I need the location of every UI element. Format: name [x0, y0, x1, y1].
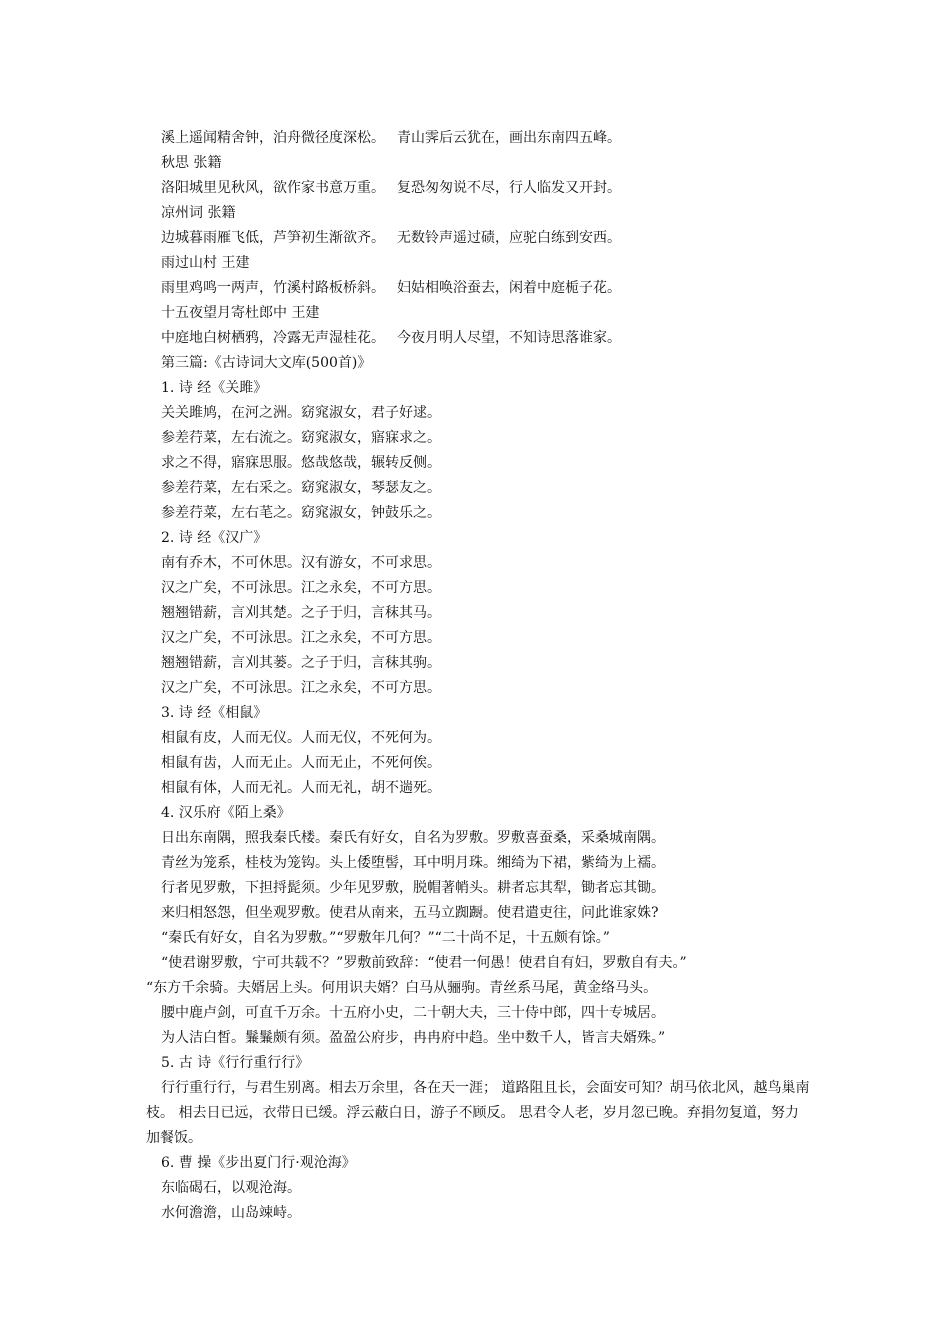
text-line: [0, 551, 950, 576]
text-line: [0, 826, 950, 851]
line-text: 为人洁白皙。鬑鬑颇有须。盈盈公府步，冉冉府中趋。坐中数千人，皆言夫婿殊。”: [161, 1030, 666, 1046]
line-text: 翘翘错薪，言刈其楚。之子于归，言秣其马。: [161, 605, 441, 621]
line-text: 汉之广矣，不可泳思。江之永矣，不可方思。: [161, 630, 441, 646]
text-line: [0, 951, 950, 976]
line-text: 相鼠有体，人而无礼。人而无礼，胡不遄死。: [161, 780, 441, 796]
line-text: 南有乔木，不可休思。汉有游女，不可求思。: [161, 555, 441, 571]
line-text: 3. 诗 经《相鼠》: [161, 705, 268, 721]
text-line: [0, 851, 950, 876]
text-line: [0, 301, 950, 326]
line-text: 水何澹澹，山岛竦峙。: [161, 1205, 301, 1221]
text-line: [0, 876, 950, 901]
line-text: 相鼠有齿，人而无止。人而无止，不死何俟。: [161, 755, 441, 771]
text-line: [0, 326, 950, 351]
text-line: [0, 776, 950, 801]
line-text: 来归相怒怨，但坐观罗敷。使君从南来，五马立踟蹰。使君遣吏往，问此谁家姝?: [161, 905, 659, 921]
text-line: [0, 276, 950, 301]
line-text: 汉之广矣，不可泳思。江之永矣，不可方思。: [161, 680, 441, 696]
line-text: 翘翘错薪，言刈其蒌。之子于归，言秣其驹。: [161, 655, 441, 671]
line-text: “秦氏有好女，自名为罗敷。”“罗敷年几何？”“二十尚不足，十五颇有馀。”: [161, 930, 610, 946]
line-text: 十五夜望月寄杜郎中 王建: [161, 305, 320, 321]
line-text-second-half: 妇姑相唤浴蚕去，闲着中庭栀子花。: [397, 280, 621, 296]
line-text-second-half: 今夜月明人尽望，不知诗思落谁家。: [397, 330, 621, 346]
line-text: 第三篇:《古诗词大文库(500首)》: [161, 355, 372, 371]
text-line: [0, 151, 950, 176]
text-lines: [0, 126, 950, 1076]
line-text: 雨里鸡鸣一两声，竹溪村路板桥斜。: [161, 280, 385, 296]
text-line: [0, 201, 950, 226]
line-text: 东临碣石，以观沧海。: [161, 1180, 301, 1196]
text-line: [0, 1176, 950, 1201]
line-text: “东方千余骑。夫婿居上头。何用识夫婿？白马从骊驹。青丝系马尾，黄金络马头。: [146, 980, 658, 996]
line-text: 边城暮雨雁飞低，芦笋初生渐欲齐。: [161, 230, 385, 246]
line-text: 参差荇菜，左右芼之。窈窕淑女，钟鼓乐之。: [161, 505, 441, 521]
line-text: 6. 曹 操《步出夏门行·观沧海》: [161, 1155, 356, 1171]
text-line: [0, 401, 950, 426]
text-line: [0, 376, 950, 401]
text-line: [0, 701, 950, 726]
text-line: [0, 601, 950, 626]
text-line: [0, 226, 950, 251]
text-line: [0, 976, 950, 1001]
text-line: [0, 501, 950, 526]
text-line: [0, 576, 950, 601]
line-text: 中庭地白树栖鸦，冷露无声湿桂花。: [161, 330, 385, 346]
text-line: [0, 451, 950, 476]
text-line: [0, 901, 950, 926]
line-text: 溪上遥闻精舍钟，泊舟微径度深松。: [161, 130, 385, 146]
line-text: “使君谢罗敷，宁可共载不？”罗敷前致辞：“使君一何愚！使君自有妇，罗敷自有夫。”: [161, 955, 687, 971]
line-text: 腰中鹿卢剑，可直千万余。十五府小史，二十朝大夫，三十侍中郎，四十专城居。: [161, 1005, 665, 1021]
line-text: 青丝为笼系，桂枝为笼钩。头上倭堕髻，耳中明月珠。缃绮为下裙，紫绮为上襦。: [161, 855, 665, 871]
line-text-second-half: 复恐匆匆说不尽，行人临发又开封。: [397, 180, 621, 196]
line-text: 参差荇菜，左右流之。窈窕淑女，寤寐求之。: [161, 430, 441, 446]
line-text: 行者见罗敷，下担捋髭须。少年见罗敷，脱帽著帩头。耕者忘其犁，锄者忘其锄。: [161, 880, 665, 896]
text-line: [0, 726, 950, 751]
text-line: [0, 251, 950, 276]
text-line: [0, 426, 950, 451]
text-line: [0, 801, 950, 826]
text-line: [0, 1026, 950, 1051]
line-text: 4. 汉乐府《陌上桑》: [161, 805, 291, 821]
line-text: 关关雎鸠，在河之洲。窈窕淑女，君子好逑。: [161, 405, 441, 421]
text-line: [0, 676, 950, 701]
paragraph: 行行重行行，与君生别离。相去万余里，各在天一涯； 道路阻且长，会面安可知？胡马依北风，越鸟巢南枝。 相去日已远，衣带日已缓。浮云蔽白日，游子不顾反。 思君令人老，岁月忽已晚。弃捐勿复道，努力加餐饭。: [146, 1080, 810, 1146]
line-text: 求之不得，寤寐思服。悠哉悠哉，辗转反侧。: [161, 455, 441, 471]
line-text-second-half: 青山霁后云犹在，画出东南四五峰。: [397, 130, 621, 146]
line-text: 秋思 张籍: [161, 155, 222, 171]
line-text: 洛阳城里见秋风，欲作家书意万重。: [161, 180, 385, 196]
text-line: [0, 1201, 950, 1226]
text-line: [0, 176, 950, 201]
line-text: 1. 诗 经《关雎》: [161, 380, 268, 396]
line-text: 凉州词 张籍: [161, 205, 236, 221]
text-line: [0, 1001, 950, 1026]
text-line: [0, 526, 950, 551]
text-line: [0, 351, 950, 376]
text-line: [0, 626, 950, 651]
text-line: [0, 926, 950, 951]
line-text-second-half: 无数铃声遥过碛，应驼白练到安西。: [397, 230, 621, 246]
tail-lines: [0, 1151, 950, 1226]
line-text: 汉之广矣，不可泳思。江之永矣，不可方思。: [161, 580, 441, 596]
line-text: 相鼠有皮，人而无仪。人而无仪，不死何为。: [161, 730, 441, 746]
text-line: [0, 1151, 950, 1176]
line-text: 日出东南隅，照我秦氏楼。秦氏有好女，自名为罗敷。罗敷喜蚕桑，采桑城南隅。: [161, 830, 665, 846]
document-page: [0, 126, 950, 1226]
line-text: 雨过山村 王建: [161, 255, 250, 271]
text-line: [0, 476, 950, 501]
text-line: [0, 751, 950, 776]
line-text: 5. 古 诗《行行重行行》: [161, 1055, 310, 1071]
line-text: 参差荇菜，左右采之。窈窕淑女，琴瑟友之。: [161, 480, 441, 496]
line-text: 2. 诗 经《汉广》: [161, 530, 268, 546]
text-line: [0, 651, 950, 676]
text-line: [0, 126, 950, 151]
text-line: [0, 1051, 950, 1076]
